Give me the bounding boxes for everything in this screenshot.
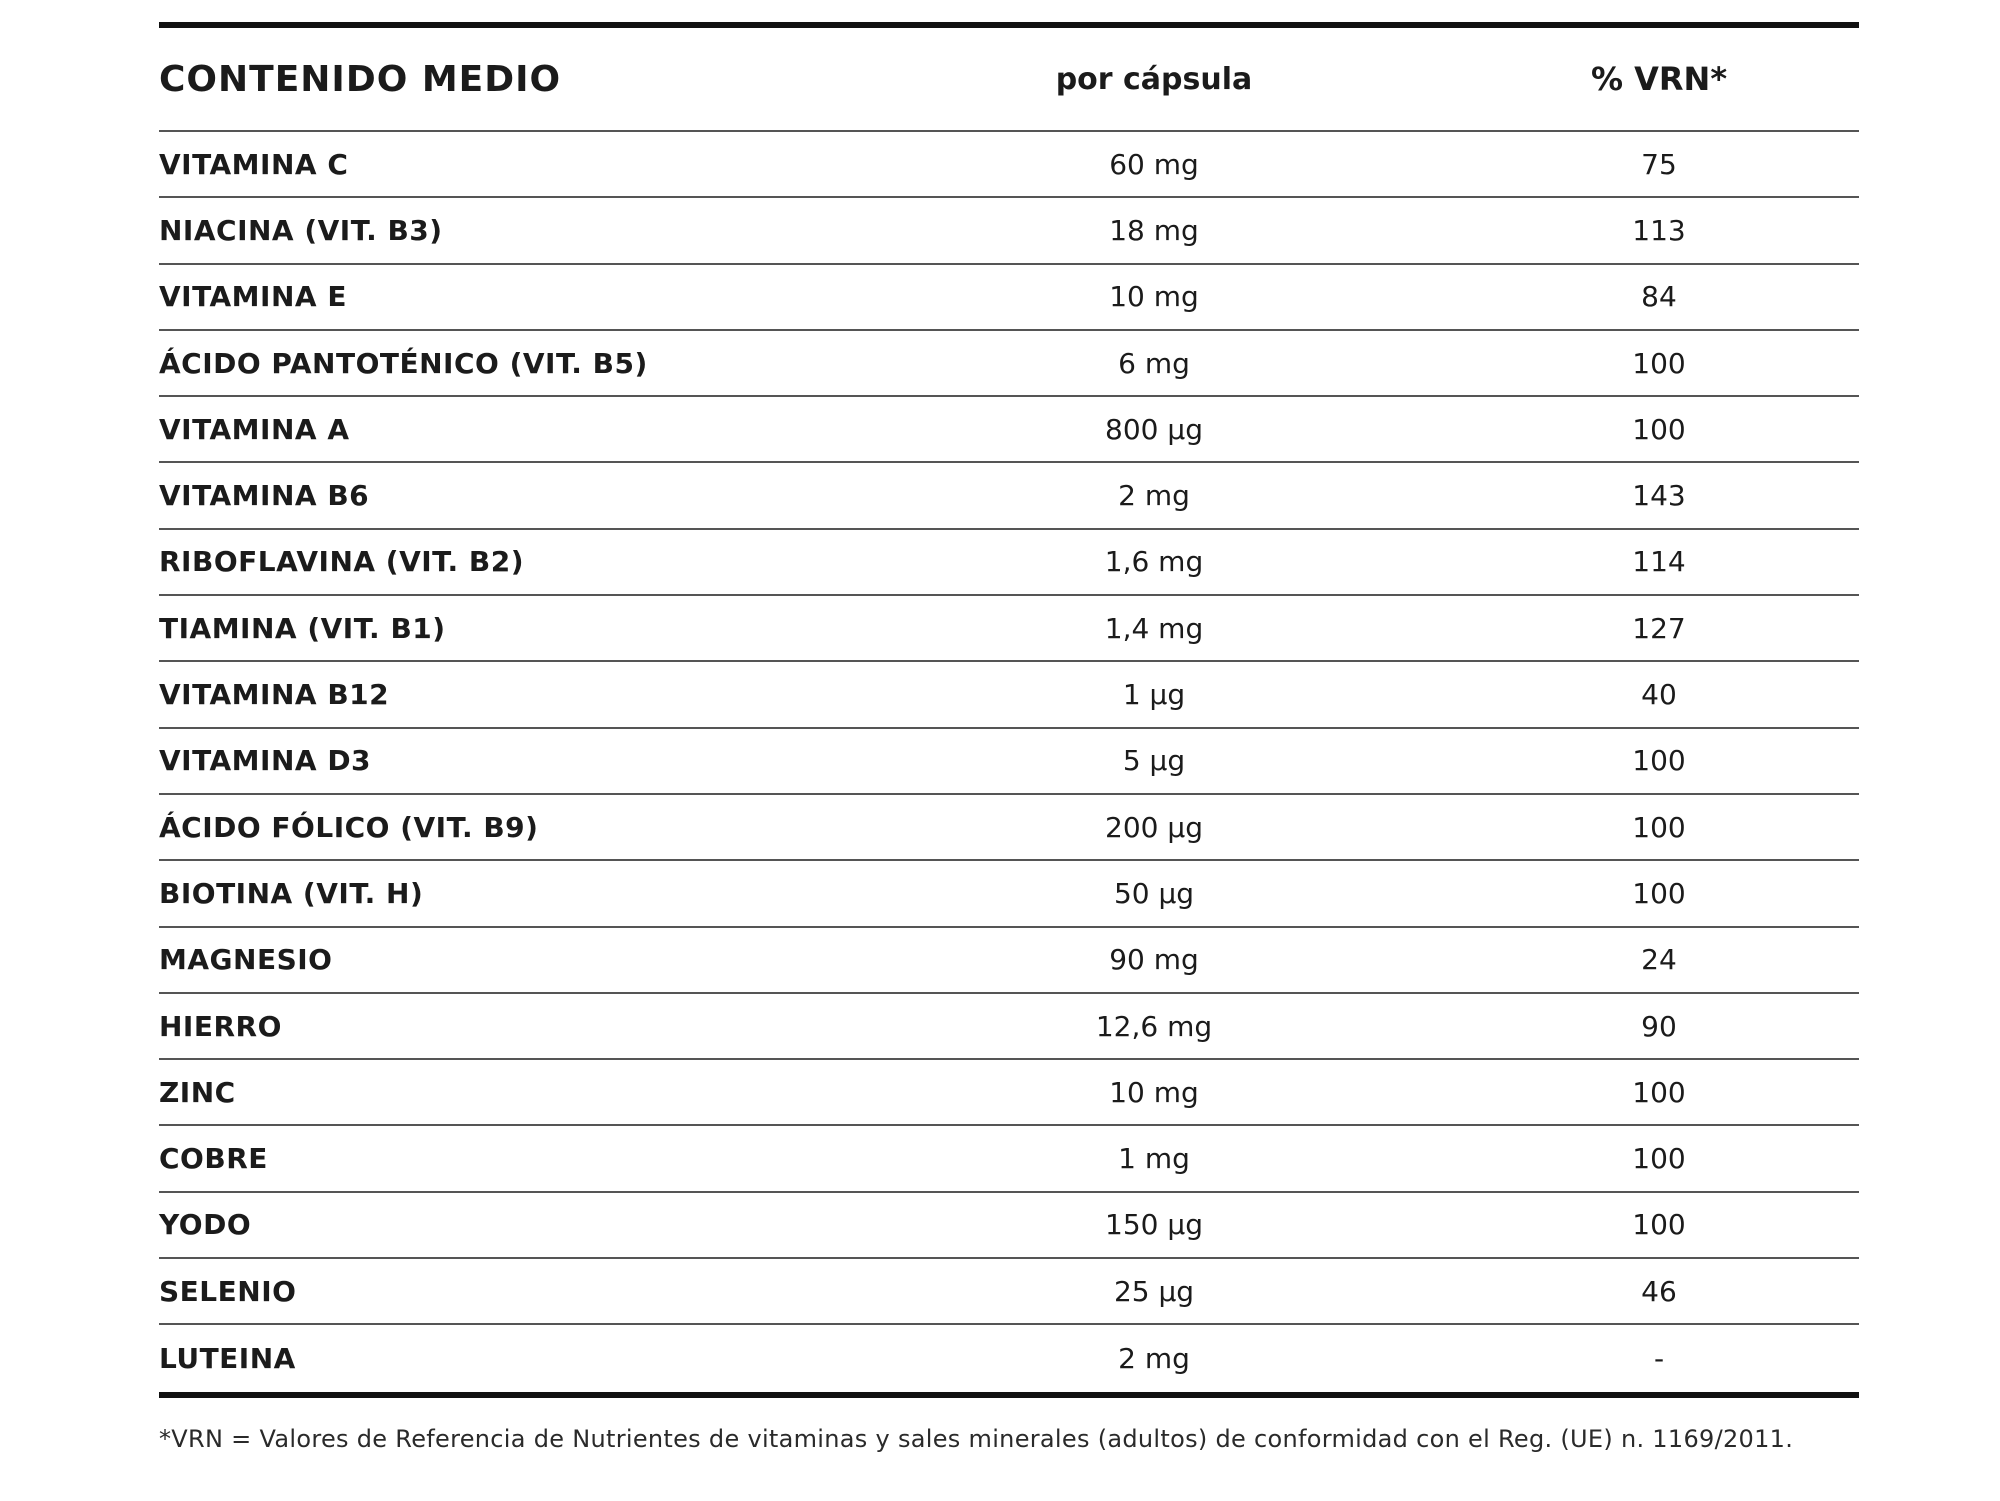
nutrient-name: RIBOFLAVINA (VIT. B2) (159, 545, 525, 579)
nutrient-quantity: 150 µg (1105, 1208, 1203, 1242)
nutrient-quantity: 50 µg (1113, 876, 1195, 910)
nutrient-vrn: 100 (1632, 876, 1686, 910)
header-qty: por cápsula (1055, 61, 1253, 97)
table-row (159, 1060, 1859, 1126)
table-row (159, 928, 1859, 994)
nutrient-quantity: 1,6 mg (1104, 545, 1204, 579)
nutrient-vrn: 100 (1632, 1075, 1686, 1109)
nutrition-table (159, 22, 1859, 1398)
nutrient-quantity: 18 mg (1109, 213, 1199, 247)
nutrient-name: VITAMINA B6 (159, 479, 370, 513)
nutrient-quantity: 2 mg (1118, 1341, 1190, 1375)
table-row (159, 1193, 1859, 1259)
nutrient-name: MAGNESIO (159, 943, 333, 977)
table-row (159, 397, 1859, 463)
nutrient-name: VITAMINA B12 (159, 678, 390, 712)
nutrient-vrn: 100 (1632, 744, 1686, 778)
nutrient-quantity: 2 mg (1118, 479, 1190, 513)
nutrient-quantity: 1 µg (1122, 678, 1186, 712)
nutrient-vrn: 90 (1641, 1009, 1677, 1043)
nutrient-name: ÁCIDO FÓLICO (VIT. B9) (159, 810, 539, 844)
table-row (159, 1325, 1859, 1391)
nutrient-vrn: 100 (1632, 810, 1686, 844)
table-row (159, 198, 1859, 264)
nutrient-quantity: 10 mg (1109, 1075, 1199, 1109)
table-row (159, 530, 1859, 596)
nutrient-vrn: 127 (1632, 611, 1686, 645)
nutrient-vrn: 113 (1632, 213, 1686, 247)
nutrient-vrn: - (1653, 1341, 1665, 1375)
nutrient-name: NIACINA (VIT. B3) (159, 213, 443, 247)
nutrient-name: BIOTINA (VIT. H) (159, 876, 424, 910)
table-row (159, 861, 1859, 927)
nutrient-name: VITAMINA C (159, 147, 349, 181)
nutrient-quantity: 6 mg (1118, 346, 1190, 380)
nutrient-quantity: 10 mg (1109, 280, 1199, 314)
table-body (159, 132, 1859, 1392)
nutrient-vrn: 114 (1632, 545, 1686, 579)
header-vrn: % VRN* (1590, 60, 1728, 98)
nutrient-quantity: 1,4 mg (1104, 611, 1204, 645)
nutrient-quantity: 25 µg (1113, 1274, 1195, 1308)
table-row (159, 729, 1859, 795)
nutrient-quantity: 90 mg (1109, 943, 1199, 977)
header-name: CONTENIDO MEDIO (159, 58, 562, 100)
table-row (159, 994, 1859, 1060)
nutrient-name: ZINC (159, 1075, 236, 1109)
nutrient-quantity: 800 µg (1105, 412, 1203, 446)
nutrient-name: COBRE (159, 1142, 268, 1176)
nutrient-name: LUTEINA (159, 1341, 296, 1375)
table-row (159, 1259, 1859, 1325)
nutrient-vrn: 46 (1641, 1274, 1677, 1308)
nutrient-name: ÁCIDO PANTOTÉNICO (VIT. B5) (159, 346, 648, 380)
nutrient-name: HIERRO (159, 1009, 282, 1043)
nutrient-quantity: 12,6 mg (1095, 1009, 1213, 1043)
nutrient-vrn: 24 (1641, 943, 1677, 977)
nutrient-vrn: 75 (1641, 147, 1677, 181)
nutrient-quantity: 5 µg (1122, 744, 1186, 778)
nutrient-quantity: 200 µg (1105, 810, 1203, 844)
bottom-rule (159, 1392, 1859, 1398)
table-row (159, 596, 1859, 662)
nutrient-vrn: 100 (1632, 412, 1686, 446)
nutrient-name: SELENIO (159, 1274, 297, 1308)
nutrient-name: TIAMINA (VIT. B1) (159, 611, 446, 645)
nutrient-vrn: 100 (1632, 1208, 1686, 1242)
table-row (159, 795, 1859, 861)
nutrient-name: VITAMINA A (159, 412, 350, 446)
footnote: *VRN = Valores de Referencia de Nutrientes de vitaminas y sales minerales (adultos) de conformidad con el Reg. (UE) n. 1169/2011. (159, 1425, 1794, 1453)
table-row (159, 1126, 1859, 1192)
table-row (159, 463, 1859, 529)
nutrient-vrn: 84 (1641, 280, 1677, 314)
table-row (159, 265, 1859, 331)
nutrient-quantity: 60 mg (1109, 147, 1199, 181)
nutrient-vrn: 100 (1632, 1142, 1686, 1176)
table-header (159, 28, 1859, 132)
nutrient-name: VITAMINA D3 (159, 744, 372, 778)
table-row (159, 331, 1859, 397)
table-row (159, 662, 1859, 728)
nutrient-vrn: 40 (1641, 678, 1677, 712)
table-row (159, 132, 1859, 198)
nutrient-vrn: 100 (1632, 346, 1686, 380)
nutrient-quantity: 1 mg (1118, 1142, 1190, 1176)
nutrient-name: YODO (159, 1208, 252, 1242)
nutrient-vrn: 143 (1632, 479, 1686, 513)
nutrient-name: VITAMINA E (159, 280, 347, 314)
